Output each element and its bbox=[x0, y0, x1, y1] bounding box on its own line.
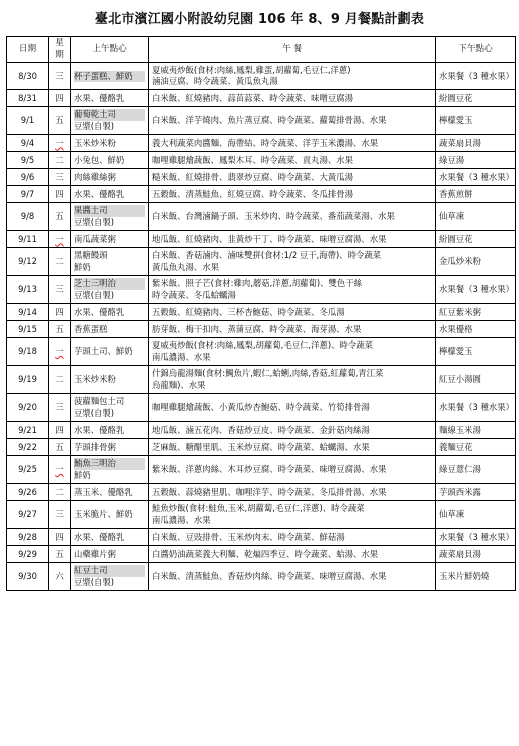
lunch-line: 烏龍麵)、水果 bbox=[152, 379, 206, 390]
cell-weekday: 三 bbox=[49, 63, 71, 90]
menu-row bbox=[7, 276, 516, 304]
cell-weekday: 一 bbox=[49, 231, 71, 248]
cell-date: 9/11 bbox=[7, 231, 49, 248]
cell-date: 9/19 bbox=[7, 366, 49, 394]
lunch-line: 南瓜濃湯、水果 bbox=[152, 351, 211, 362]
cell-pm-snack: 綠豆湯 bbox=[436, 152, 516, 169]
am-snack-line: 水果、優酪乳 bbox=[74, 306, 125, 317]
am-snack-line: 玉米脆片、鮮奶 bbox=[74, 509, 133, 520]
cell-date: 9/30 bbox=[7, 563, 49, 591]
am-snack-line: 芝士三明治 bbox=[74, 278, 145, 289]
am-snack-line: 水果、優酪乳 bbox=[74, 424, 125, 435]
am-snack-line: 玉米炒米粉 bbox=[74, 374, 116, 385]
menu-row bbox=[7, 456, 516, 484]
header-weekday: 星期 bbox=[49, 37, 71, 63]
menu-row bbox=[7, 203, 516, 231]
cell-lunch bbox=[149, 439, 436, 456]
am-snack-line: 紅豆土司 bbox=[74, 565, 145, 576]
cell-am-snack bbox=[71, 366, 149, 394]
cell-lunch bbox=[149, 276, 436, 304]
header-row bbox=[7, 37, 516, 63]
am-snack-line: 葡萄乾土司 bbox=[74, 109, 145, 120]
menu-row bbox=[7, 501, 516, 529]
cell-pm-snack: 金瓜炒米粉 bbox=[436, 248, 516, 276]
cell-weekday: 一 bbox=[49, 338, 71, 366]
cell-date: 9/6 bbox=[7, 169, 49, 186]
cell-lunch bbox=[149, 152, 436, 169]
am-snack-line: 玉米炒米粉 bbox=[74, 137, 116, 148]
cell-lunch bbox=[149, 501, 436, 529]
cell-lunch bbox=[149, 63, 436, 90]
cell-date: 9/27 bbox=[7, 501, 49, 529]
cell-lunch bbox=[149, 248, 436, 276]
cell-date: 8/30 bbox=[7, 63, 49, 90]
cell-pm-snack: 紛圓豆花 bbox=[436, 90, 516, 107]
cell-pm-snack: 香蕉煎餅 bbox=[436, 186, 516, 203]
cell-lunch bbox=[149, 546, 436, 563]
cell-date: 9/8 bbox=[7, 203, 49, 231]
cell-lunch bbox=[149, 203, 436, 231]
lunch-line: 白米飯、香菇滷肉、滷味雙拼(食材:1/2 豆干,海帶)、時令蔬菜 bbox=[152, 250, 382, 261]
cell-date: 9/7 bbox=[7, 186, 49, 203]
menu-row bbox=[7, 529, 516, 546]
cell-lunch bbox=[149, 321, 436, 338]
cell-am-snack bbox=[71, 107, 149, 135]
lunch-line: 咖哩雞腿燴蔬飯、鳳梨木耳、時令蔬菜、貢丸湯、水果 bbox=[152, 154, 353, 165]
cell-date: 9/29 bbox=[7, 546, 49, 563]
menu-row bbox=[7, 186, 516, 203]
cell-am-snack bbox=[71, 422, 149, 439]
lunch-line: 黃瓜魚丸湯、水果 bbox=[152, 261, 219, 272]
am-snack-line: 菠蘿麵包土司 bbox=[74, 396, 125, 407]
cell-weekday: 一 bbox=[49, 135, 71, 152]
menu-row bbox=[7, 248, 516, 276]
menu-row bbox=[7, 439, 516, 456]
cell-date: 9/14 bbox=[7, 304, 49, 321]
lunch-line: 肪芽飯、梅干扣肉、蒸蒲豆腐、時令蔬菜、海芽湯、水果 bbox=[152, 323, 362, 334]
lunch-line: 紫米飯、照子芒(食材:雞肉,蘑菇,洋蔥,胡蘿蔔)、雙色干絲 bbox=[152, 278, 362, 289]
cell-pm-snack: 紛圓豆花 bbox=[436, 231, 516, 248]
cell-am-snack bbox=[71, 456, 149, 484]
cell-weekday: 二 bbox=[49, 248, 71, 276]
cell-lunch bbox=[149, 90, 436, 107]
cell-am-snack bbox=[71, 304, 149, 321]
cell-weekday: 三 bbox=[49, 169, 71, 186]
cell-pm-snack: 玉米片鮮奶燒 bbox=[436, 563, 516, 591]
cell-pm-snack: 紅豆紫米粥 bbox=[436, 304, 516, 321]
menu-row bbox=[7, 63, 516, 90]
cell-pm-snack: 綠豆薏仁湯 bbox=[436, 456, 516, 484]
lunch-line: 什錦烏龍湯麵(食材:鯛魚片,蝦仁,蛤蜊,肉絲,香菇,紅蘿蔔,青江菜 bbox=[152, 368, 384, 379]
am-snack-line: 黑糖饅頭 bbox=[74, 250, 108, 261]
cell-weekday: 四 bbox=[49, 304, 71, 321]
cell-weekday: 五 bbox=[49, 546, 71, 563]
menu-row bbox=[7, 484, 516, 501]
am-snack-line: 山藥雞片粥 bbox=[74, 548, 116, 559]
header-date: 日期 bbox=[7, 37, 49, 63]
am-snack-line: 水果、優酪乳 bbox=[74, 92, 125, 103]
cell-pm-snack: 水果優格 bbox=[436, 321, 516, 338]
cell-am-snack bbox=[71, 563, 149, 591]
menu-row bbox=[7, 152, 516, 169]
menu-row bbox=[7, 321, 516, 338]
cell-date: 9/22 bbox=[7, 439, 49, 456]
menu-row bbox=[7, 338, 516, 366]
menu-rows bbox=[7, 63, 516, 591]
menu-row bbox=[7, 107, 516, 135]
header-pm-snack: 下午點心 bbox=[436, 37, 516, 63]
lunch-line: 夏威夷炒飯(食材:肉絲,鳳梨,胡蘿蔔,毛豆仁,洋蔥)、時令蔬菜 bbox=[152, 340, 374, 351]
cell-lunch bbox=[149, 186, 436, 203]
cell-am-snack bbox=[71, 186, 149, 203]
cell-pm-snack: 檸檬愛玉 bbox=[436, 107, 516, 135]
menu-row bbox=[7, 304, 516, 321]
cell-lunch bbox=[149, 456, 436, 484]
cell-weekday: 二 bbox=[49, 366, 71, 394]
cell-date: 9/12 bbox=[7, 248, 49, 276]
cell-lunch bbox=[149, 338, 436, 366]
cell-date: 9/1 bbox=[7, 107, 49, 135]
am-snack-line: 豆漿(自製) bbox=[74, 576, 115, 587]
cell-weekday: 一 bbox=[49, 456, 71, 484]
cell-pm-snack: 水果餐（3 種水果） bbox=[436, 529, 516, 546]
cell-am-snack bbox=[71, 439, 149, 456]
cell-weekday: 五 bbox=[49, 107, 71, 135]
cell-date: 9/25 bbox=[7, 456, 49, 484]
cell-lunch bbox=[149, 563, 436, 591]
cell-weekday: 二 bbox=[49, 484, 71, 501]
lunch-line: 五穀飯、清蒸鮭魚、紅燒豆腐、時令蔬菜、冬瓜排骨湯 bbox=[152, 188, 353, 199]
lunch-line: 五穀飯、蒜燒豬里肌、咖哩洋芋、時令蔬菜、冬瓜排骨湯、水果 bbox=[152, 486, 387, 497]
cell-date: 9/13 bbox=[7, 276, 49, 304]
cell-weekday: 五 bbox=[49, 321, 71, 338]
menu-table bbox=[6, 36, 516, 591]
cell-lunch bbox=[149, 135, 436, 152]
cell-am-snack bbox=[71, 321, 149, 338]
cell-pm-snack: 蔬菜扇貝湯 bbox=[436, 546, 516, 563]
cell-am-snack bbox=[71, 90, 149, 107]
am-snack-line: 芋頭土司、鮮奶 bbox=[74, 346, 133, 357]
am-snack-line: 果醬土司 bbox=[74, 205, 145, 216]
lunch-line: 白米飯、台灣滷鍋子頭、玉米炒肉、時令蔬菜、番茄蔬菜湯、水果 bbox=[152, 211, 395, 222]
cell-weekday: 五 bbox=[49, 439, 71, 456]
cell-date: 9/26 bbox=[7, 484, 49, 501]
menu-row bbox=[7, 90, 516, 107]
am-snack-line: 香蕉蛋糕 bbox=[74, 323, 108, 334]
cell-lunch bbox=[149, 484, 436, 501]
lunch-line: 五穀飯、紅燒豬肉、三杯杏鮑菇、時令蔬菜、冬瓜湯 bbox=[152, 306, 345, 317]
am-snack-line: 鮮奶 bbox=[74, 261, 91, 272]
lunch-line: 白米飯、洋芋燒肉、魚片蒸豆腐、時令蔬菜、蘿蔔排骨湯、水果 bbox=[152, 115, 387, 126]
menu-row bbox=[7, 422, 516, 439]
cell-pm-snack: 仙草凍 bbox=[436, 203, 516, 231]
am-snack-line: 鮪魚三明治 bbox=[74, 458, 145, 469]
lunch-line: 紫米飯、洋蔥肉絲、木耳炒豆腐、時令蔬菜、味噌豆腐湯、水果 bbox=[152, 464, 387, 475]
cell-date: 9/5 bbox=[7, 152, 49, 169]
cell-weekday: 三 bbox=[49, 501, 71, 529]
am-snack-line: 水果、優酪乳 bbox=[74, 531, 125, 542]
am-snack-line: 蒸玉米、優酪乳 bbox=[74, 486, 133, 497]
cell-am-snack bbox=[71, 484, 149, 501]
cell-am-snack bbox=[71, 276, 149, 304]
lunch-line: 白米飯、清蒸鮭魚、香菇炒肉絲、時令蔬菜、味噌豆腐湯、水果 bbox=[152, 571, 387, 582]
lunch-line: 夏威夷炒飯(食材:肉絲,鳳梨,雞蛋,胡蘿蔔,毛豆仁,洋蔥) bbox=[152, 64, 351, 75]
cell-weekday: 四 bbox=[49, 529, 71, 546]
cell-am-snack bbox=[71, 546, 149, 563]
am-snack-line: 南瓜蔬菜粥 bbox=[74, 233, 116, 244]
cell-lunch bbox=[149, 394, 436, 422]
cell-pm-snack: 水果餐（3 種水果） bbox=[436, 63, 516, 90]
am-snack-line: 肉絲雞絲粥 bbox=[74, 171, 116, 182]
lunch-line: 白米飯、豆豉排骨、玉米炒肉末、時令蔬菜、鮮菇湯 bbox=[152, 531, 345, 542]
cell-pm-snack: 蔬菜扇貝湯 bbox=[436, 135, 516, 152]
cell-lunch bbox=[149, 529, 436, 546]
lunch-line: 地瓜飯、紅燒豬肉、韭黃炒干丁、時令蔬菜、味噌豆腐湯、水果 bbox=[152, 233, 387, 244]
cell-pm-snack: 義麵豆花 bbox=[436, 439, 516, 456]
menu-row bbox=[7, 394, 516, 422]
lunch-line: 白醬奶油蔬菜義大利麵、乾煸四季豆、時令蔬菜、蛤湯、水果 bbox=[152, 548, 379, 559]
am-snack-line: 小兔包、鮮奶 bbox=[74, 154, 125, 165]
cell-lunch bbox=[149, 422, 436, 439]
lunch-line: 芝麻飯、糖醋里肌、玉米炒豆腐、時令蔬菜、蛤蠣湯、水果 bbox=[152, 441, 370, 452]
cell-am-snack bbox=[71, 231, 149, 248]
cell-am-snack bbox=[71, 338, 149, 366]
lunch-line: 糙米飯、紅燒排骨、翡翠炒豆腐、時令蔬菜、大黃瓜湯 bbox=[152, 171, 353, 182]
lunch-line: 鮭魚炒飯(食材:鮭魚,玉米,胡蘿蔔,毛豆仁,洋蔥)、時令蔬菜 bbox=[152, 503, 365, 514]
cell-pm-snack: 仙草凍 bbox=[436, 501, 516, 529]
cell-date: 9/4 bbox=[7, 135, 49, 152]
lunch-line: 白米飯、紅燒豬肉、蒜苗蒜菜、時令蔬菜、味噌豆腐湯 bbox=[152, 92, 353, 103]
cell-lunch bbox=[149, 169, 436, 186]
cell-lunch bbox=[149, 304, 436, 321]
am-snack-line: 豆漿(自製) bbox=[74, 120, 115, 131]
lunch-line: 南瓜濃湯、水果 bbox=[152, 514, 211, 525]
header-lunch: 午 餐 bbox=[149, 37, 436, 63]
lunch-line: 地瓜飯、滷五花肉、香菇炒豆皮、時令蔬菜、金針菇肉絲湯 bbox=[152, 424, 370, 435]
cell-weekday: 三 bbox=[49, 394, 71, 422]
am-snack-line: 豆漿(自製) bbox=[74, 289, 115, 300]
cell-lunch bbox=[149, 366, 436, 394]
cell-pm-snack: 麵線玉米湯 bbox=[436, 422, 516, 439]
menu-row bbox=[7, 563, 516, 591]
menu-row bbox=[7, 135, 516, 152]
am-snack-line: 豆漿(自製) bbox=[74, 216, 115, 227]
am-snack-line: 鮮奶 bbox=[74, 469, 91, 480]
lunch-line: 時令蔬菜、冬瓜蛤蠣湯 bbox=[152, 289, 236, 300]
cell-weekday: 四 bbox=[49, 186, 71, 203]
cell-weekday: 五 bbox=[49, 203, 71, 231]
cell-weekday: 三 bbox=[49, 276, 71, 304]
cell-pm-snack: 水果餐（3 種水果） bbox=[436, 394, 516, 422]
menu-row bbox=[7, 546, 516, 563]
cell-weekday: 六 bbox=[49, 563, 71, 591]
cell-am-snack bbox=[71, 248, 149, 276]
cell-date: 8/31 bbox=[7, 90, 49, 107]
cell-am-snack bbox=[71, 529, 149, 546]
cell-am-snack bbox=[71, 501, 149, 529]
cell-date: 9/20 bbox=[7, 394, 49, 422]
menu-row bbox=[7, 366, 516, 394]
cell-pm-snack: 檸檬愛玉 bbox=[436, 338, 516, 366]
cell-weekday: 四 bbox=[49, 90, 71, 107]
lunch-line: 滷油豆腐、時令蔬菜、黃瓜魚丸湯 bbox=[152, 76, 278, 87]
cell-weekday: 四 bbox=[49, 422, 71, 439]
cell-lunch bbox=[149, 107, 436, 135]
menu-row bbox=[7, 231, 516, 248]
cell-am-snack bbox=[71, 135, 149, 152]
cell-pm-snack: 紅豆小湯圓 bbox=[436, 366, 516, 394]
cell-date: 9/28 bbox=[7, 529, 49, 546]
cell-date: 9/18 bbox=[7, 338, 49, 366]
am-snack-line: 杯子蛋糕、鮮奶 bbox=[74, 71, 145, 82]
lunch-line: 義大利蔬菜肉醬麵、海帶結、時令蔬菜、洋芋玉米濃湯、水果 bbox=[152, 137, 379, 148]
cell-date: 9/21 bbox=[7, 422, 49, 439]
am-snack-line: 豆漿(自製) bbox=[74, 407, 115, 418]
cell-pm-snack: 芋頭西米露 bbox=[436, 484, 516, 501]
am-snack-line: 水果、優酪乳 bbox=[74, 188, 125, 199]
cell-pm-snack: 水果餐（3 種水果） bbox=[436, 169, 516, 186]
cell-weekday: 二 bbox=[49, 152, 71, 169]
header-am-snack: 上午點心 bbox=[71, 37, 149, 63]
cell-am-snack bbox=[71, 203, 149, 231]
cell-am-snack bbox=[71, 169, 149, 186]
cell-am-snack bbox=[71, 394, 149, 422]
am-snack-line: 芋頭排骨粥 bbox=[74, 441, 116, 452]
menu-row bbox=[7, 169, 516, 186]
page-title: 臺北市濱江國小附設幼兒園 106 年 8、9 月餐點計劃表 bbox=[94, 12, 425, 27]
lunch-line: 咖哩雞腿燴蔬飯、小黃瓜炒杏鮑菇、時令蔬菜、竹筍排骨湯 bbox=[152, 402, 370, 413]
cell-pm-snack: 水果餐（3 種水果） bbox=[436, 276, 516, 304]
cell-date: 9/15 bbox=[7, 321, 49, 338]
cell-lunch bbox=[149, 231, 436, 248]
cell-am-snack bbox=[71, 63, 149, 90]
cell-am-snack bbox=[71, 152, 149, 169]
